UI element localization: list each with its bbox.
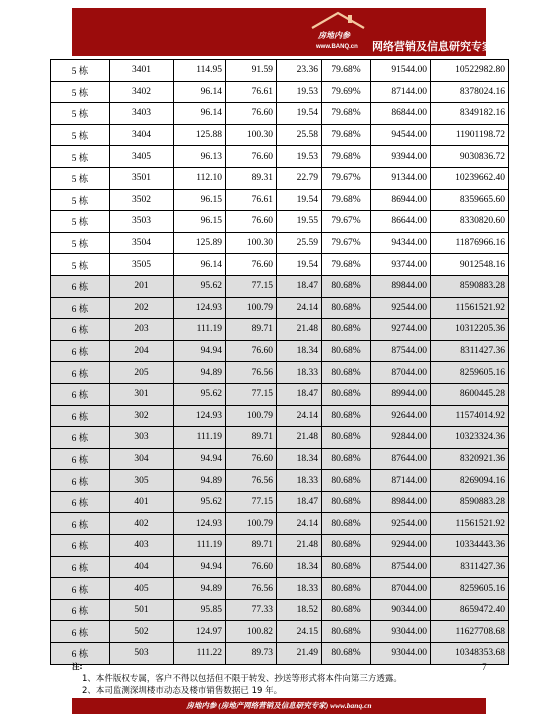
table-cell: 22.79 — [277, 167, 322, 189]
table-cell: 11901198.72 — [431, 124, 509, 146]
table-row — [51, 167, 509, 189]
table-row — [51, 470, 509, 492]
table-cell: 5 栋 — [51, 232, 110, 254]
table-cell: 303 — [110, 427, 174, 449]
table-cell: 21.49 — [277, 643, 322, 665]
table-cell: 6 栋 — [51, 340, 110, 362]
table-cell: 87544.00 — [371, 556, 431, 578]
table-cell: 10239662.40 — [431, 167, 509, 189]
table-cell: 93044.00 — [371, 621, 431, 643]
table-cell: 24.15 — [277, 621, 322, 643]
table-cell: 124.97 — [174, 621, 226, 643]
table-cell: 76.60 — [226, 254, 277, 276]
table-cell: 501 — [110, 599, 174, 621]
banner-title: 网络营销及信息研究专家 — [372, 41, 493, 53]
table-cell: 77.15 — [226, 383, 277, 405]
table-cell: 6 栋 — [51, 535, 110, 557]
table-cell: 6 栋 — [51, 491, 110, 513]
table-row — [51, 578, 509, 600]
table-cell: 96.14 — [174, 254, 226, 276]
table-cell: 90344.00 — [371, 599, 431, 621]
table-cell: 80.68% — [322, 383, 371, 405]
table-cell: 11574014.92 — [431, 405, 509, 427]
table-cell: 93744.00 — [371, 254, 431, 276]
table-cell: 405 — [110, 578, 174, 600]
page-number: 7 — [482, 662, 487, 672]
table-cell: 8311427.36 — [431, 340, 509, 362]
table-cell: 23.36 — [277, 60, 322, 82]
table-row — [51, 211, 509, 233]
table-cell: 25.59 — [277, 232, 322, 254]
table-row — [51, 535, 509, 557]
table-cell: 79.68% — [322, 103, 371, 125]
table-cell: 6 栋 — [51, 599, 110, 621]
table-cell: 8378024.16 — [431, 81, 509, 103]
table-cell: 18.34 — [277, 448, 322, 470]
table-cell: 86944.00 — [371, 189, 431, 211]
table-cell: 92944.00 — [371, 535, 431, 557]
table-cell: 202 — [110, 297, 174, 319]
table-row — [51, 103, 509, 125]
table-cell: 94.89 — [174, 470, 226, 492]
table-cell: 5 栋 — [51, 124, 110, 146]
table-cell: 89944.00 — [371, 383, 431, 405]
table-cell: 18.47 — [277, 275, 322, 297]
table-cell: 8590883.28 — [431, 491, 509, 513]
table-row — [51, 81, 509, 103]
table-cell: 8659472.40 — [431, 599, 509, 621]
table-cell: 94344.00 — [371, 232, 431, 254]
table-cell: 124.93 — [174, 513, 226, 535]
table-cell: 77.33 — [226, 599, 277, 621]
table-cell: 3503 — [110, 211, 174, 233]
table-cell: 91344.00 — [371, 167, 431, 189]
table-cell: 24.14 — [277, 513, 322, 535]
table-cell: 89.73 — [226, 643, 277, 665]
table-cell: 80.68% — [322, 405, 371, 427]
table-cell: 204 — [110, 340, 174, 362]
table-row — [51, 146, 509, 168]
table-row — [51, 275, 509, 297]
table-cell: 80.68% — [322, 621, 371, 643]
table-cell: 5 栋 — [51, 211, 110, 233]
table-cell: 92544.00 — [371, 513, 431, 535]
table-row — [51, 189, 509, 211]
notes — [72, 661, 402, 697]
table-cell: 10312205.36 — [431, 319, 509, 341]
table-cell: 6 栋 — [51, 470, 110, 492]
table-cell: 80.68% — [322, 297, 371, 319]
table-cell: 89.71 — [226, 427, 277, 449]
table-cell: 18.47 — [277, 383, 322, 405]
table-cell: 93944.00 — [371, 146, 431, 168]
table-cell: 89844.00 — [371, 275, 431, 297]
table-cell: 80.68% — [322, 491, 371, 513]
table-cell: 79.67% — [322, 232, 371, 254]
table-cell: 5 栋 — [51, 254, 110, 276]
table-cell: 19.55 — [277, 211, 322, 233]
table-cell: 77.15 — [226, 275, 277, 297]
table-cell: 3401 — [110, 60, 174, 82]
table-row — [51, 124, 509, 146]
table-cell: 96.14 — [174, 81, 226, 103]
table-cell: 87544.00 — [371, 340, 431, 362]
table-cell: 8590883.28 — [431, 275, 509, 297]
table-row — [51, 491, 509, 513]
table-cell: 19.53 — [277, 81, 322, 103]
table-cell: 94.94 — [174, 448, 226, 470]
table-cell: 76.60 — [226, 448, 277, 470]
price-table — [50, 59, 509, 665]
table-cell: 79.68% — [322, 146, 371, 168]
table-cell: 80.68% — [322, 275, 371, 297]
table-cell: 94.89 — [174, 578, 226, 600]
table-cell: 80.68% — [322, 556, 371, 578]
table-cell: 76.60 — [226, 103, 277, 125]
table-cell: 80.68% — [322, 362, 371, 384]
table-cell: 111.19 — [174, 535, 226, 557]
table-body — [51, 60, 509, 665]
table-row — [51, 319, 509, 341]
table-cell: 89.31 — [226, 167, 277, 189]
table-cell: 6 栋 — [51, 297, 110, 319]
table-cell: 3405 — [110, 146, 174, 168]
table-cell: 18.52 — [277, 599, 322, 621]
table-cell: 6 栋 — [51, 427, 110, 449]
table-cell: 305 — [110, 470, 174, 492]
table-cell: 112.10 — [174, 167, 226, 189]
table-cell: 3505 — [110, 254, 174, 276]
table-cell: 89844.00 — [371, 491, 431, 513]
table-cell: 96.15 — [174, 211, 226, 233]
table-cell: 79.69% — [322, 81, 371, 103]
table-row — [51, 405, 509, 427]
logo-domain: www.BANQ.cn — [316, 44, 358, 50]
table-cell: 91544.00 — [371, 60, 431, 82]
table-cell: 94.89 — [174, 362, 226, 384]
table-cell: 95.62 — [174, 383, 226, 405]
table-cell: 6 栋 — [51, 513, 110, 535]
table-cell: 19.54 — [277, 103, 322, 125]
table-cell: 79.68% — [322, 124, 371, 146]
table-cell: 94.94 — [174, 340, 226, 362]
table-cell: 3402 — [110, 81, 174, 103]
table-row — [51, 254, 509, 276]
table-cell: 100.82 — [226, 621, 277, 643]
table-cell: 80.68% — [322, 448, 371, 470]
table-cell: 3404 — [110, 124, 174, 146]
table-cell: 25.58 — [277, 124, 322, 146]
table-cell: 80.68% — [322, 643, 371, 665]
table-cell: 94544.00 — [371, 124, 431, 146]
table-cell: 76.60 — [226, 556, 277, 578]
table-cell: 96.14 — [174, 103, 226, 125]
table-cell: 9030836.72 — [431, 146, 509, 168]
table-cell: 8349182.16 — [431, 103, 509, 125]
table-cell: 10522982.80 — [431, 60, 509, 82]
table-cell: 100.30 — [226, 232, 277, 254]
table-cell: 76.56 — [226, 578, 277, 600]
table-row — [51, 297, 509, 319]
table-cell: 401 — [110, 491, 174, 513]
table-cell: 21.48 — [277, 319, 322, 341]
table-row — [51, 60, 509, 82]
table-row — [51, 621, 509, 643]
table-row — [51, 513, 509, 535]
table-cell: 6 栋 — [51, 362, 110, 384]
table-cell: 100.79 — [226, 405, 277, 427]
table-cell: 8359665.60 — [431, 189, 509, 211]
note-line-1: 1、本件版权专属，客户不得以包括但不限于转发、抄送等形式将本件向第三方透露。 — [82, 674, 402, 684]
table-cell: 94.94 — [174, 556, 226, 578]
table-cell: 91.59 — [226, 60, 277, 82]
notes-heading: 注: — [72, 662, 83, 671]
table-cell: 96.13 — [174, 146, 226, 168]
table-cell: 10334443.36 — [431, 535, 509, 557]
table-cell: 111.19 — [174, 427, 226, 449]
table-cell: 86844.00 — [371, 103, 431, 125]
table-cell: 8259605.16 — [431, 578, 509, 600]
table-row — [51, 427, 509, 449]
table-cell: 6 栋 — [51, 405, 110, 427]
table-cell: 6 栋 — [51, 578, 110, 600]
table-cell: 111.22 — [174, 643, 226, 665]
table-cell: 111.19 — [174, 319, 226, 341]
table-cell: 301 — [110, 383, 174, 405]
table-cell: 125.88 — [174, 124, 226, 146]
table-cell: 79.67% — [322, 211, 371, 233]
table-cell: 87044.00 — [371, 362, 431, 384]
table-cell: 3501 — [110, 167, 174, 189]
table-cell: 18.33 — [277, 362, 322, 384]
table-cell: 114.95 — [174, 60, 226, 82]
table-cell: 80.68% — [322, 535, 371, 557]
table-cell: 19.54 — [277, 254, 322, 276]
table-cell: 76.60 — [226, 340, 277, 362]
footer-bar: 房地内参 (房地产网络营销及信息研究专家) www.banq.cn — [72, 698, 486, 714]
table-cell: 76.56 — [226, 470, 277, 492]
table-cell: 201 — [110, 275, 174, 297]
table-cell: 124.93 — [174, 297, 226, 319]
table-cell: 5 栋 — [51, 60, 110, 82]
logo-text: 房地内参 — [318, 31, 350, 40]
table-cell: 100.79 — [226, 297, 277, 319]
table-cell: 100.79 — [226, 513, 277, 535]
table-cell: 404 — [110, 556, 174, 578]
table-row — [51, 232, 509, 254]
table-cell: 6 栋 — [51, 383, 110, 405]
table-cell: 21.48 — [277, 535, 322, 557]
table-cell: 87144.00 — [371, 470, 431, 492]
table-cell: 11561521.92 — [431, 513, 509, 535]
table-cell: 6 栋 — [51, 275, 110, 297]
table-cell: 95.62 — [174, 491, 226, 513]
table-cell: 8269094.16 — [431, 470, 509, 492]
note-line-2: 2、本司监测深圳楼市动态及楼市销售数据已 19 年。 — [82, 686, 283, 696]
table-cell: 6 栋 — [51, 319, 110, 341]
table-row — [51, 448, 509, 470]
table-cell: 21.48 — [277, 427, 322, 449]
table-cell: 89.71 — [226, 535, 277, 557]
table-cell: 205 — [110, 362, 174, 384]
table-cell: 8259605.16 — [431, 362, 509, 384]
table-row — [51, 340, 509, 362]
table-cell: 6 栋 — [51, 643, 110, 665]
table-cell: 79.68% — [322, 254, 371, 276]
table-cell: 80.68% — [322, 599, 371, 621]
table-cell: 89.71 — [226, 319, 277, 341]
table-cell: 6 栋 — [51, 448, 110, 470]
table-cell: 124.93 — [174, 405, 226, 427]
table-cell: 502 — [110, 621, 174, 643]
table-cell: 79.67% — [322, 167, 371, 189]
table-cell: 87144.00 — [371, 81, 431, 103]
table-cell: 10323324.36 — [431, 427, 509, 449]
table-cell: 5 栋 — [51, 81, 110, 103]
table-row — [51, 599, 509, 621]
table-row — [51, 383, 509, 405]
table-cell: 92644.00 — [371, 405, 431, 427]
table-cell: 80.68% — [322, 513, 371, 535]
table-cell: 92744.00 — [371, 319, 431, 341]
table-cell: 19.53 — [277, 146, 322, 168]
table-row — [51, 362, 509, 384]
table-cell: 24.14 — [277, 297, 322, 319]
table-cell: 80.68% — [322, 470, 371, 492]
table-cell: 18.33 — [277, 578, 322, 600]
table-cell: 8311427.36 — [431, 556, 509, 578]
table-cell: 18.34 — [277, 556, 322, 578]
table-cell: 18.34 — [277, 340, 322, 362]
table-cell: 87644.00 — [371, 448, 431, 470]
table-cell: 8330820.60 — [431, 211, 509, 233]
table-cell: 8600445.28 — [431, 383, 509, 405]
table-row — [51, 556, 509, 578]
table-cell: 87044.00 — [371, 578, 431, 600]
table-cell: 19.54 — [277, 189, 322, 211]
table-cell: 24.14 — [277, 405, 322, 427]
table-cell: 76.60 — [226, 146, 277, 168]
table-cell: 11627708.68 — [431, 621, 509, 643]
table-cell: 80.68% — [322, 578, 371, 600]
table-cell: 5 栋 — [51, 167, 110, 189]
table-cell: 9012548.16 — [431, 254, 509, 276]
table-cell: 125.89 — [174, 232, 226, 254]
table-cell: 76.61 — [226, 81, 277, 103]
table-cell: 80.68% — [322, 427, 371, 449]
table-cell: 18.33 — [277, 470, 322, 492]
table-cell: 302 — [110, 405, 174, 427]
table-cell: 80.68% — [322, 340, 371, 362]
table-cell: 203 — [110, 319, 174, 341]
table-cell: 93044.00 — [371, 643, 431, 665]
table-cell: 80.68% — [322, 319, 371, 341]
table-cell: 95.85 — [174, 599, 226, 621]
table-cell: 76.60 — [226, 211, 277, 233]
table-cell: 3502 — [110, 189, 174, 211]
table-cell: 402 — [110, 513, 174, 535]
table-cell: 79.68% — [322, 60, 371, 82]
table-cell: 304 — [110, 448, 174, 470]
table-cell: 3403 — [110, 103, 174, 125]
table-cell: 403 — [110, 535, 174, 557]
table-cell: 92544.00 — [371, 297, 431, 319]
table-cell: 92844.00 — [371, 427, 431, 449]
table-cell: 6 栋 — [51, 556, 110, 578]
table-cell: 5 栋 — [51, 189, 110, 211]
table-cell: 96.15 — [174, 189, 226, 211]
table-cell: 95.62 — [174, 275, 226, 297]
table-cell: 5 栋 — [51, 103, 110, 125]
table-cell: 76.56 — [226, 362, 277, 384]
table-cell: 76.61 — [226, 189, 277, 211]
table-cell: 86644.00 — [371, 211, 431, 233]
table-cell: 6 栋 — [51, 621, 110, 643]
table-cell: 11876966.16 — [431, 232, 509, 254]
table-cell: 10348353.68 — [431, 643, 509, 665]
table-cell: 100.30 — [226, 124, 277, 146]
table-cell: 8320921.36 — [431, 448, 509, 470]
table-cell: 77.15 — [226, 491, 277, 513]
table-cell: 503 — [110, 643, 174, 665]
table-cell: 5 栋 — [51, 146, 110, 168]
table-cell: 11561521.92 — [431, 297, 509, 319]
table-cell: 3504 — [110, 232, 174, 254]
table-cell: 79.68% — [322, 189, 371, 211]
table-cell: 18.47 — [277, 491, 322, 513]
